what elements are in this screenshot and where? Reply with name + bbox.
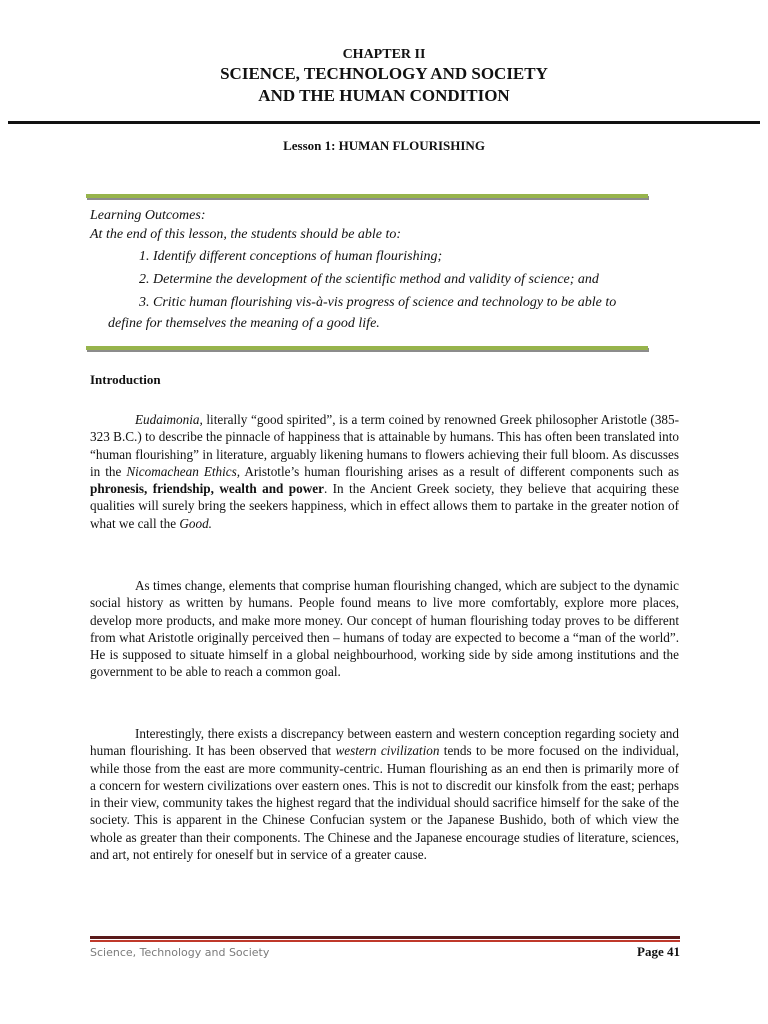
outcome-item-1: 1. Identify different conceptions of human flourishing; bbox=[139, 249, 443, 264]
outcome-item-3-line2: define for themselves the meaning of a good life. bbox=[108, 316, 380, 331]
outcomes-intro: At the end of this lesson, the students should be able to: bbox=[90, 227, 402, 242]
western-civilization: western civilization bbox=[335, 743, 440, 759]
chapter-title-line2: AND THE HUMAN CONDITION bbox=[258, 86, 510, 105]
outcomes-top-bar bbox=[86, 194, 648, 198]
paragraph-3: Interestingly, there exists a discrepancy between eastern and western conception regarding society and human flourishing. It has been observed that western civilization tends to be more focused on the individual, while those from the east are more community-centric. Human flourishing as an end then is primarily more of a concern for western civilizations over eastern ones. This is not to discredit our kinsfolk from the east; perhaps in their view, community takes the highest regard that the individual should sacrifice himself for the sake of the society. This is apparent in the Chinese Confucian system or the Japanese Bushido, both of which view the whole as greater than their components. The Chinese and the Japanese encourage studies of literature, sciences, and art, not entirely for oneself but in service of a greater cause. bbox=[90, 726, 679, 863]
paragraph-2: As times change, elements that comprise human flourishing changed, which are subject to the dynamic social history as written by humans. People found means to live more comfortably, explore more places, develop more products, and make more money. Our concept of human flourishing today proves to be different from what Aristotle originally perceived then – humans of today are expected to become a “man of the world”. He is supposed to situate himself in a global neighbourhood, working side by side among institutions and the government to be able to reach a common goal. bbox=[90, 578, 679, 680]
lesson-title: Lesson 1: HUMAN FLOURISHING bbox=[283, 138, 485, 153]
chapter-label: CHAPTER II bbox=[342, 47, 426, 62]
outcomes-heading: Learning Outcomes: bbox=[90, 208, 206, 223]
footer-course-name: Science, Technology and Society bbox=[90, 946, 270, 959]
footer-divider-red bbox=[90, 940, 680, 942]
header-divider bbox=[8, 121, 760, 124]
flourishing-components: phronesis, friendship, wealth and power bbox=[90, 481, 324, 497]
good-term: Good. bbox=[179, 515, 212, 531]
eudaimonia-term: Eudaimonia, bbox=[135, 412, 203, 427]
chapter-title-line1: SCIENCE, TECHNOLOGY AND SOCIETY bbox=[220, 64, 548, 83]
footer-divider-dark bbox=[90, 936, 680, 939]
outcomes-bottom-bar bbox=[86, 346, 648, 350]
introduction-heading: Introduction bbox=[90, 372, 161, 387]
paragraph-1: Eudaimonia, literally “good spirited”, is a term coined by renowned Greek philosopher Aristotle (385-323 B.C.) to describe the pinnacle of happiness that is attainable by humans. This has often been translated into “human flourishing” in literature, arguably likening humans to flowers achieving their full bloom. As discusses in the Nicomachean Ethics, Aristotle’s human flourishing arises as a result of different components such as phronesis, friendship, wealth and power. In the Ancient Greek society, they believe that acquiring these qualities will surely bring the seekers happiness, which in effect allows them to partake in the greater notion of what we call the Good. bbox=[90, 412, 679, 531]
nicomachean-ethics: Nicomachean Ethics, bbox=[126, 463, 241, 479]
page-number: Page 41 bbox=[637, 944, 680, 959]
outcome-item-3-line1: 3. Critic human flourishing vis-à-vis progress of science and technology to be able to bbox=[139, 295, 617, 310]
outcome-item-2: 2. Determine the development of the scientific method and validity of science; and bbox=[139, 272, 599, 287]
